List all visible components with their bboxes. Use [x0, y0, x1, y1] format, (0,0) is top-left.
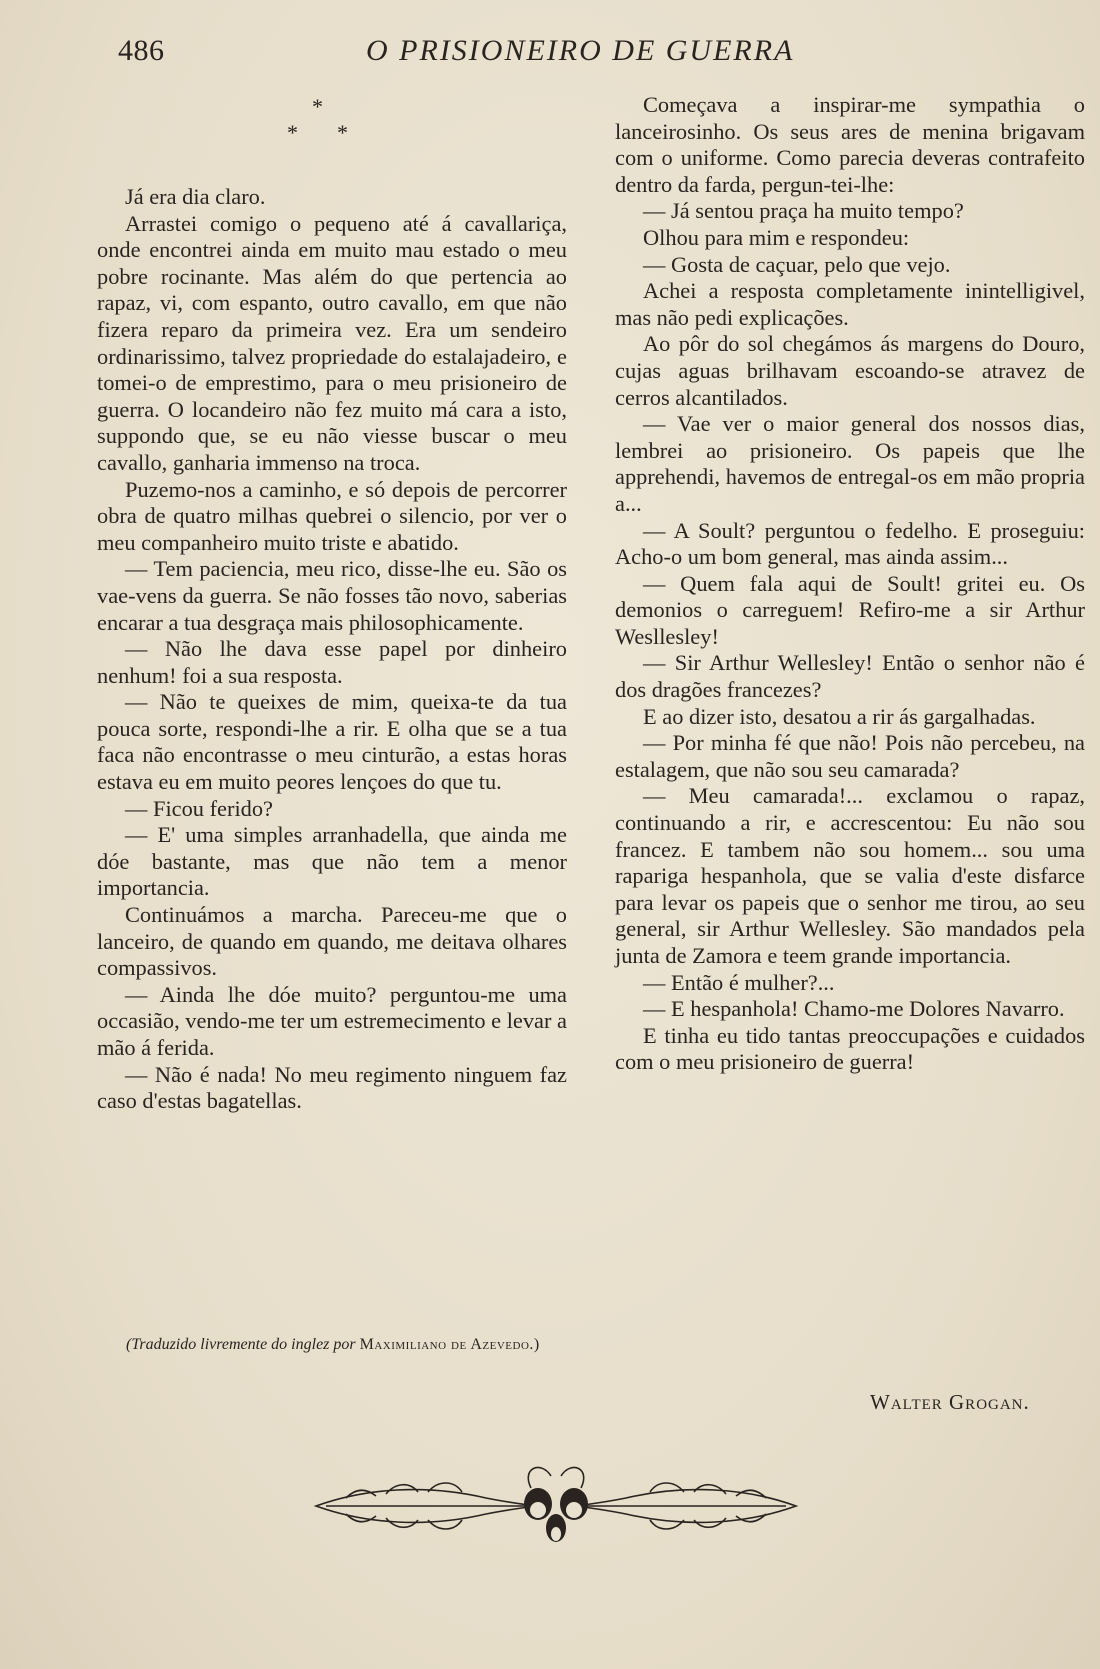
- paragraph: — Sir Arthur Wellesley! Então o senhor não é dos dragões francezes?: [615, 650, 1085, 703]
- paragraph: Ao pôr do sol chegámos ás margens do Douro, cujas aguas brilhavam escoando-se atravez de cerros alcantilados.: [615, 331, 1085, 410]
- paragraph: Já era dia claro.: [125, 184, 266, 209]
- paragraph: — Por minha fé que não! Pois não percebeu, na estalagem, que não sou seu camarada?: [615, 730, 1085, 782]
- paragraph: — E hespanhola! Chamo-me Dolores Navarro.: [643, 996, 1065, 1022]
- running-title: O PRISIONEIRO DE GUERRA: [366, 34, 795, 67]
- author-signature: Walter Grogan.: [870, 1390, 1030, 1414]
- paragraph: — E' uma simples arranhadella, que ainda me dóe bastante, mas que não tem a menor importancia.: [97, 822, 567, 901]
- section-separator: [97, 92, 567, 184]
- paragraph: Continuámos a marcha. Pareceu-me que o lanceiro, de quando em quando, me deitava olhares compassivos.: [97, 902, 567, 981]
- paragraph: — Gosta de caçuar, pelo que vejo.: [643, 251, 951, 277]
- paragraph: — Tem paciencia, meu rico, disse-lhe eu. São os vae-vens da guerra. Se não fosses tão novo, saberias encarar a tua desgraça mais philosophicamente.: [97, 556, 567, 635]
- page-header: [118, 34, 1018, 78]
- paragraph: — Já sentou praça ha muito tempo?: [643, 198, 964, 224]
- paragraph: — Quem fala aqui de Soult! gritei eu. Os demonios o carreguem! Refiro-me a sir Arthur Wesllesley!: [615, 570, 1085, 649]
- oak-leaf-ornament-icon: [306, 1458, 806, 1554]
- translator-name: Maximiliano de Azevedo.): [359, 1336, 540, 1353]
- paragraph: — Então é mulher?...: [643, 969, 835, 995]
- translation-credit: [126, 1336, 686, 1354]
- right-column: [615, 92, 1085, 1076]
- paragraph: — Ficou ferido?: [125, 795, 273, 821]
- paragraph: — Ainda lhe dóe muito? perguntou-me uma occasião, vendo-me ter um estremecimento e levar a mão á ferida.: [97, 981, 567, 1060]
- paragraph: Arrastei comigo o pequeno até á cavallariça, onde encontrei ainda em muito mau estado o meu pobre rocinante. Mas além do que pertencia ao rapaz, vi, com espanto, outro cavallo, em que não fizera reparo da primeira vez. Era um sendeiro ordinarissimo, talvez propriedade do estalajadeiro, e tomei-o de emprestimo, para o meu prisioneiro de guerra. O locandeiro não fez muito má cara a isto, suppondo que, se eu não viesse buscar o meu cavallo, ganharia immenso na troca.: [97, 210, 567, 475]
- paragraph: — Não te queixes de mim, queixa-te da tua pouca sorte, respondi-lhe a rir. E olha que se a tua faca não encontrasse o meu cinturão, a estas horas estava eu em muito peores lençoes do que tu.: [97, 689, 567, 795]
- translation-note: (Traduzido livremente do inglez por: [126, 1336, 356, 1353]
- left-column: [97, 92, 567, 1115]
- paragraph: Achei a resposta completamente inintelligivel, mas não pedi explicações.: [615, 278, 1085, 330]
- paragraph: — A Soult? perguntou o fedelho. E proseguiu: Acho-o um bom general, mas ainda assim...: [615, 517, 1085, 570]
- paragraph: E ao dizer isto, desatou a rir ás gargalhadas.: [643, 703, 1036, 729]
- paragraph: E tinha eu tido tantas preoccupações e cuidados com o meu prisioneiro de guerra!: [615, 1022, 1085, 1075]
- paragraph: — Não lhe dava esse papel por dinheiro nenhum! foi a sua resposta.: [97, 636, 567, 688]
- paragraph: Puzemo-nos a caminho, e só depois de percorrer obra de quatro milhas quebrei o silencio, por ver o meu companheiro muito triste e abatido.: [97, 476, 567, 555]
- separator-star: *: [337, 120, 348, 145]
- paragraph: — Vae ver o maior general dos nossos dias, lembrei ao prisioneiro. Os papeis que lhe apprehendi, havemos de entregal-os em mão propria a...: [615, 411, 1085, 516]
- paragraph: — Meu camarada!... exclamou o rapaz, continuando a rir, e accrescentou: Eu não sou francez. E tambem não sou homem... sou uma rapariga hespanhola, que se valia d'este disfarce para levar os papeis que o senhor me tirou, ao seu general, sir Arthur Wellesley. São mandados pela junta de Zamora e teem grande importancia.: [615, 783, 1085, 968]
- paragraph: — Não é nada! No meu regimento ninguem faz caso d'estas bagatellas.: [97, 1061, 567, 1114]
- separator-star: *: [287, 120, 298, 145]
- separator-star: *: [312, 94, 323, 119]
- paragraph: Olhou para mim e respondeu:: [643, 224, 910, 250]
- paragraph: Começava a inspirar-me sympathia o lanceirosinho. Os seus ares de menina brigavam com o uniforme. Como parecia deveras contrafeito dentro da farda, pergun-tei-lhe:: [615, 92, 1085, 197]
- page-number: 486: [118, 34, 165, 67]
